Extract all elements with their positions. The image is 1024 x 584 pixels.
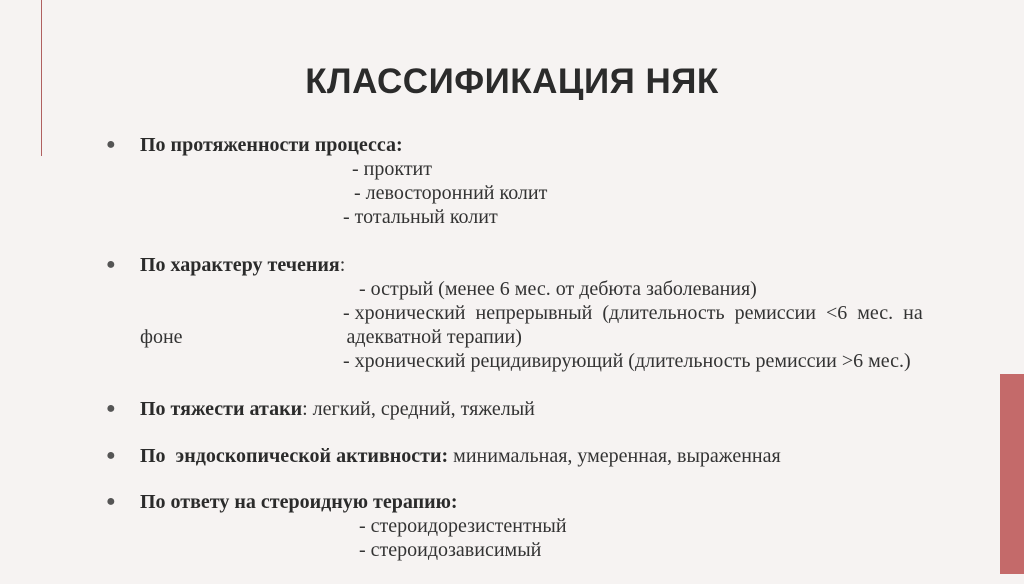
section-heading: По ответу на стероидную терапию: — [140, 491, 458, 513]
list-item: - стероидозависимый — [359, 539, 542, 561]
slide-title: КЛАССИФИКАЦИЯ НЯК — [305, 62, 719, 101]
list-item: - левосторонний колит — [354, 182, 548, 204]
bullet-icon: ● — [106, 493, 116, 510]
list-item: - проктит — [352, 158, 432, 180]
list-item-continuation: фоне адекватной терапии) — [140, 326, 522, 348]
section-steroid-response — [106, 490, 936, 562]
list-item: - острый (менее 6 мес. от дебюта заболевания) — [359, 278, 757, 300]
section-endoscopic — [106, 444, 936, 468]
bullet-icon: ● — [106, 256, 116, 273]
bullet-icon: ● — [106, 136, 116, 153]
section-heading: По эндоскопической активности: минимальная, умеренная, выраженная — [140, 445, 781, 467]
list-item: - стероидорезистентный — [359, 515, 567, 537]
section-severity — [106, 397, 936, 421]
section-course — [106, 253, 936, 373]
list-item: - тотальный колит — [343, 206, 498, 228]
list-item: - хронический непрерывный (длительность ремиссии <6 мес. на — [343, 302, 923, 324]
section-heading: По тяжести атаки: легкий, средний, тяжелый — [140, 398, 535, 420]
section-extent — [106, 133, 936, 229]
list-item: - хронический рецидивирующий (длительность ремиссии >6 мес.) — [343, 350, 911, 372]
slide-content — [106, 133, 936, 584]
section-heading: По протяженности процесса: — [140, 134, 403, 156]
section-heading: По характеру течения: — [140, 254, 346, 276]
decorative-right-bar — [1000, 374, 1024, 574]
bullet-icon: ● — [106, 400, 116, 417]
bullet-icon: ● — [106, 447, 116, 464]
